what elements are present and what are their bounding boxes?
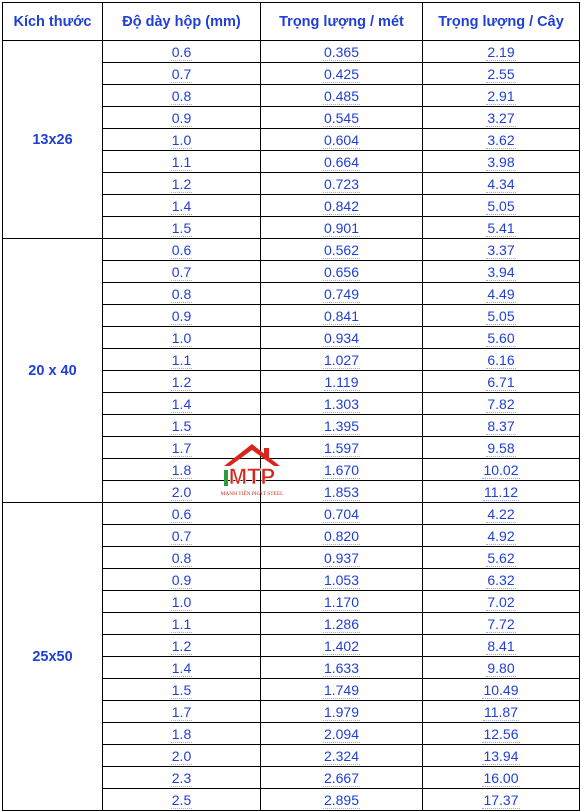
cell-value: 4.34 xyxy=(487,175,515,192)
cell-value: 4.49 xyxy=(487,285,515,302)
weight-per-bar-cell xyxy=(423,173,580,195)
cell-value: 0.485 xyxy=(323,87,360,104)
thickness-cell xyxy=(103,261,261,283)
cell-value: 1.749 xyxy=(323,681,360,698)
thickness-cell xyxy=(103,195,261,217)
weight-per-bar-cell xyxy=(423,349,580,371)
steel-weight-table xyxy=(2,2,580,811)
cell-value: 17.37 xyxy=(483,791,519,808)
cell-value: 0.8 xyxy=(171,87,192,104)
cell-value: 0.841 xyxy=(323,307,360,324)
weight-per-meter-cell xyxy=(261,547,423,569)
cell-value: 0.7 xyxy=(171,65,192,82)
weight-per-meter-cell xyxy=(261,173,423,195)
size-cell: 13x26 xyxy=(3,41,103,239)
thickness-cell xyxy=(103,305,261,327)
cell-value: 0.545 xyxy=(323,109,360,126)
cell-value: 8.41 xyxy=(487,637,515,654)
weight-per-meter-cell xyxy=(261,195,423,217)
cell-value: 0.365 xyxy=(323,43,360,60)
weight-per-bar-cell xyxy=(423,85,580,107)
cell-value: 10.49 xyxy=(483,681,519,698)
thickness-cell xyxy=(103,635,261,657)
header-size: Kích thước xyxy=(3,3,103,41)
cell-value: 2.55 xyxy=(487,65,515,82)
cell-value: 0.749 xyxy=(323,285,360,302)
weight-per-bar-cell xyxy=(423,547,580,569)
weight-per-meter-cell xyxy=(261,107,423,129)
weight-per-meter-cell xyxy=(261,635,423,657)
cell-value: 0.9 xyxy=(171,109,192,126)
cell-value: 4.22 xyxy=(487,505,515,522)
weight-per-meter-cell xyxy=(261,393,423,415)
cell-value: 1.286 xyxy=(323,615,360,632)
weight-per-bar-cell xyxy=(423,63,580,85)
weight-per-bar-cell xyxy=(423,789,580,811)
thickness-cell xyxy=(103,129,261,151)
cell-value: 3.98 xyxy=(487,153,515,170)
cell-value: 7.72 xyxy=(487,615,515,632)
cell-value: 5.05 xyxy=(487,197,515,214)
header-weight-per-bar: Trọng lượng / Cây xyxy=(423,3,580,41)
weight-per-meter-cell xyxy=(261,679,423,701)
weight-per-meter-cell xyxy=(261,701,423,723)
weight-per-bar-cell xyxy=(423,679,580,701)
cell-value: 0.820 xyxy=(323,527,360,544)
cell-value: 3.94 xyxy=(487,263,515,280)
cell-value: 1.7 xyxy=(171,439,192,456)
weight-per-meter-cell xyxy=(261,129,423,151)
cell-value: 0.704 xyxy=(323,505,360,522)
cell-value: 3.37 xyxy=(487,241,515,258)
cell-value: 16.00 xyxy=(483,769,519,786)
thickness-cell xyxy=(103,767,261,789)
cell-value: 2.0 xyxy=(171,483,192,500)
cell-value: 1.8 xyxy=(171,461,192,478)
cell-value: 3.27 xyxy=(487,109,515,126)
cell-value: 1.1 xyxy=(171,351,192,368)
thickness-cell xyxy=(103,569,261,591)
header-row xyxy=(3,3,580,41)
cell-value: 3.62 xyxy=(487,131,515,148)
thickness-cell xyxy=(103,415,261,437)
cell-value: 0.664 xyxy=(323,153,360,170)
weight-per-bar-cell xyxy=(423,41,580,63)
weight-per-meter-cell xyxy=(261,261,423,283)
cell-value: 1.303 xyxy=(323,395,360,412)
cell-value: 1.5 xyxy=(171,417,192,434)
weight-per-bar-cell xyxy=(423,283,580,305)
cell-value: 1.2 xyxy=(171,175,192,192)
thickness-cell xyxy=(103,85,261,107)
thickness-cell xyxy=(103,217,261,239)
cell-value: 0.934 xyxy=(323,329,360,346)
weight-per-meter-cell xyxy=(261,789,423,811)
logo-subtitle: MẠNH TIẾN PHÁT STEEL xyxy=(220,491,284,497)
cell-value: 0.7 xyxy=(171,263,192,280)
cell-value: 0.8 xyxy=(171,285,192,302)
thickness-cell xyxy=(103,371,261,393)
cell-value: 1.633 xyxy=(323,659,360,676)
cell-value: 2.3 xyxy=(171,769,192,786)
cell-value: 11.87 xyxy=(484,703,518,720)
thickness-cell xyxy=(103,41,261,63)
cell-value: 1.853 xyxy=(323,483,360,500)
weight-per-bar-cell xyxy=(423,569,580,591)
weight-per-meter-cell xyxy=(261,305,423,327)
weight-per-bar-cell xyxy=(423,195,580,217)
table-row xyxy=(3,41,580,63)
thickness-cell xyxy=(103,107,261,129)
thickness-cell xyxy=(103,63,261,85)
cell-value: 1.395 xyxy=(323,417,360,434)
cell-value: 6.16 xyxy=(487,351,515,368)
cell-value: 2.91 xyxy=(487,87,515,104)
weight-per-bar-cell xyxy=(423,261,580,283)
cell-value: 2.094 xyxy=(323,725,360,742)
cell-value: 1.1 xyxy=(171,615,192,632)
thickness-cell xyxy=(103,679,261,701)
weight-per-bar-cell xyxy=(423,657,580,679)
cell-value: 2.324 xyxy=(323,747,360,764)
table-row xyxy=(3,239,580,261)
cell-value: 1.597 xyxy=(323,439,360,456)
thickness-cell xyxy=(103,239,261,261)
weight-per-meter-cell xyxy=(261,569,423,591)
cell-value: 0.562 xyxy=(323,241,360,258)
weight-per-bar-cell xyxy=(423,723,580,745)
cell-value: 0.9 xyxy=(171,307,192,324)
weight-per-meter-cell xyxy=(261,349,423,371)
cell-value: 2.19 xyxy=(487,43,515,60)
thickness-cell xyxy=(103,503,261,525)
weight-per-meter-cell xyxy=(261,41,423,63)
weight-per-bar-cell xyxy=(423,107,580,129)
cell-value: 1.8 xyxy=(171,725,192,742)
thickness-cell xyxy=(103,745,261,767)
thickness-cell xyxy=(103,393,261,415)
cell-value: 1.4 xyxy=(171,659,192,676)
cell-value: 1.119 xyxy=(324,373,359,390)
weight-per-bar-cell xyxy=(423,745,580,767)
weight-per-bar-cell xyxy=(423,635,580,657)
weight-per-bar-cell xyxy=(423,239,580,261)
weight-per-bar-cell xyxy=(423,151,580,173)
thickness-cell xyxy=(103,283,261,305)
cell-value: 1.670 xyxy=(323,461,360,478)
weight-per-meter-cell xyxy=(261,767,423,789)
cell-value: 1.0 xyxy=(171,329,192,346)
cell-value: 7.82 xyxy=(487,395,515,412)
cell-value: 1.7 xyxy=(171,703,192,720)
weight-per-meter-cell xyxy=(261,217,423,239)
weight-per-meter-cell xyxy=(261,613,423,635)
cell-value: 1.5 xyxy=(171,219,192,236)
cell-value: 1.2 xyxy=(171,373,192,390)
thickness-cell xyxy=(103,701,261,723)
weight-per-meter-cell xyxy=(261,745,423,767)
cell-value: 2.0 xyxy=(171,747,192,764)
cell-value: 1.027 xyxy=(323,351,360,368)
weight-per-bar-cell xyxy=(423,415,580,437)
thickness-cell xyxy=(103,547,261,569)
cell-value: 1.5 xyxy=(171,681,192,698)
mtp-logo xyxy=(218,440,286,498)
weight-per-bar-cell xyxy=(423,305,580,327)
cell-value: 1.0 xyxy=(171,593,192,610)
weight-per-meter-cell xyxy=(261,657,423,679)
cell-value: 9.80 xyxy=(487,659,515,676)
weight-per-meter-cell xyxy=(261,85,423,107)
cell-value: 0.6 xyxy=(171,505,192,522)
weight-per-bar-cell xyxy=(423,327,580,349)
cell-value: 1.979 xyxy=(323,703,360,720)
header-thickness: Độ dày hộp (mm) xyxy=(103,3,261,41)
weight-per-bar-cell xyxy=(423,701,580,723)
weight-per-meter-cell xyxy=(261,371,423,393)
cell-value: 0.656 xyxy=(323,263,360,280)
thickness-cell xyxy=(103,173,261,195)
cell-value: 1.402 xyxy=(323,637,360,654)
weight-per-meter-cell xyxy=(261,503,423,525)
cell-value: 5.05 xyxy=(487,307,515,324)
cell-value: 5.62 xyxy=(487,549,515,566)
cell-value: 1.1 xyxy=(171,153,192,170)
cell-value: 8.37 xyxy=(487,417,515,434)
cell-value: 2.895 xyxy=(323,791,360,808)
weight-per-meter-cell xyxy=(261,415,423,437)
thickness-cell xyxy=(103,613,261,635)
cell-value: 4.92 xyxy=(487,527,515,544)
weight-per-meter-cell xyxy=(261,151,423,173)
size-cell: 20 x 40 xyxy=(3,239,103,503)
weight-per-bar-cell xyxy=(423,129,580,151)
weight-per-bar-cell xyxy=(423,591,580,613)
thickness-cell xyxy=(103,657,261,679)
thickness-cell xyxy=(103,789,261,811)
cell-value: 0.6 xyxy=(171,43,192,60)
thickness-cell xyxy=(103,151,261,173)
table-row xyxy=(3,503,580,525)
weight-per-bar-cell xyxy=(423,217,580,239)
cell-value: 1.4 xyxy=(171,395,192,412)
cell-value: 5.41 xyxy=(487,219,515,236)
cell-value: 2.5 xyxy=(171,791,192,808)
weight-per-bar-cell xyxy=(423,437,580,459)
header-weight-per-meter: Trọng lượng / mét xyxy=(261,3,423,41)
cell-value: 11.12 xyxy=(484,483,518,500)
weight-per-meter-cell xyxy=(261,525,423,547)
cell-value: 0.8 xyxy=(171,549,192,566)
cell-value: 1.4 xyxy=(171,197,192,214)
cell-value: 9.58 xyxy=(487,439,515,456)
weight-per-bar-cell xyxy=(423,481,580,503)
thickness-cell xyxy=(103,591,261,613)
weight-per-bar-cell xyxy=(423,393,580,415)
cell-value: 0.937 xyxy=(323,549,360,566)
thickness-cell xyxy=(103,525,261,547)
weight-per-meter-cell xyxy=(261,63,423,85)
cell-value: 1.053 xyxy=(323,571,360,588)
weight-per-bar-cell xyxy=(423,767,580,789)
cell-value: 12.56 xyxy=(483,725,519,742)
logo-text: MTP xyxy=(228,464,276,489)
weight-per-meter-cell xyxy=(261,327,423,349)
thickness-cell xyxy=(103,327,261,349)
cell-value: 0.723 xyxy=(323,175,360,192)
weight-per-meter-cell xyxy=(261,591,423,613)
cell-value: 0.425 xyxy=(323,65,360,82)
weight-per-meter-cell xyxy=(261,283,423,305)
cell-value: 0.6 xyxy=(171,241,192,258)
cell-value: 2.667 xyxy=(323,769,360,786)
thickness-cell xyxy=(103,723,261,745)
cell-value: 6.71 xyxy=(487,373,515,390)
cell-value: 0.842 xyxy=(323,197,360,214)
weight-per-bar-cell xyxy=(423,525,580,547)
cell-value: 1.2 xyxy=(171,637,192,654)
cell-value: 13.94 xyxy=(483,747,519,764)
chimney-icon xyxy=(264,448,269,458)
cell-value: 1.170 xyxy=(323,593,360,610)
size-cell: 25x50 xyxy=(3,503,103,811)
weight-per-meter-cell xyxy=(261,723,423,745)
weight-per-meter-cell xyxy=(261,239,423,261)
weight-per-bar-cell xyxy=(423,503,580,525)
cell-value: 7.02 xyxy=(487,593,515,610)
cell-value: 0.901 xyxy=(323,219,360,236)
weight-per-bar-cell xyxy=(423,371,580,393)
cell-value: 6.32 xyxy=(487,571,515,588)
thickness-cell xyxy=(103,349,261,371)
cell-value: 0.604 xyxy=(323,131,360,148)
cell-value: 1.0 xyxy=(171,131,192,148)
cell-value: 10.02 xyxy=(483,461,519,478)
cell-value: 0.9 xyxy=(171,571,192,588)
cell-value: 5.60 xyxy=(487,329,515,346)
weight-per-bar-cell xyxy=(423,459,580,481)
weight-per-bar-cell xyxy=(423,613,580,635)
house-roof-icon xyxy=(224,444,280,466)
cell-value: 0.7 xyxy=(171,527,192,544)
